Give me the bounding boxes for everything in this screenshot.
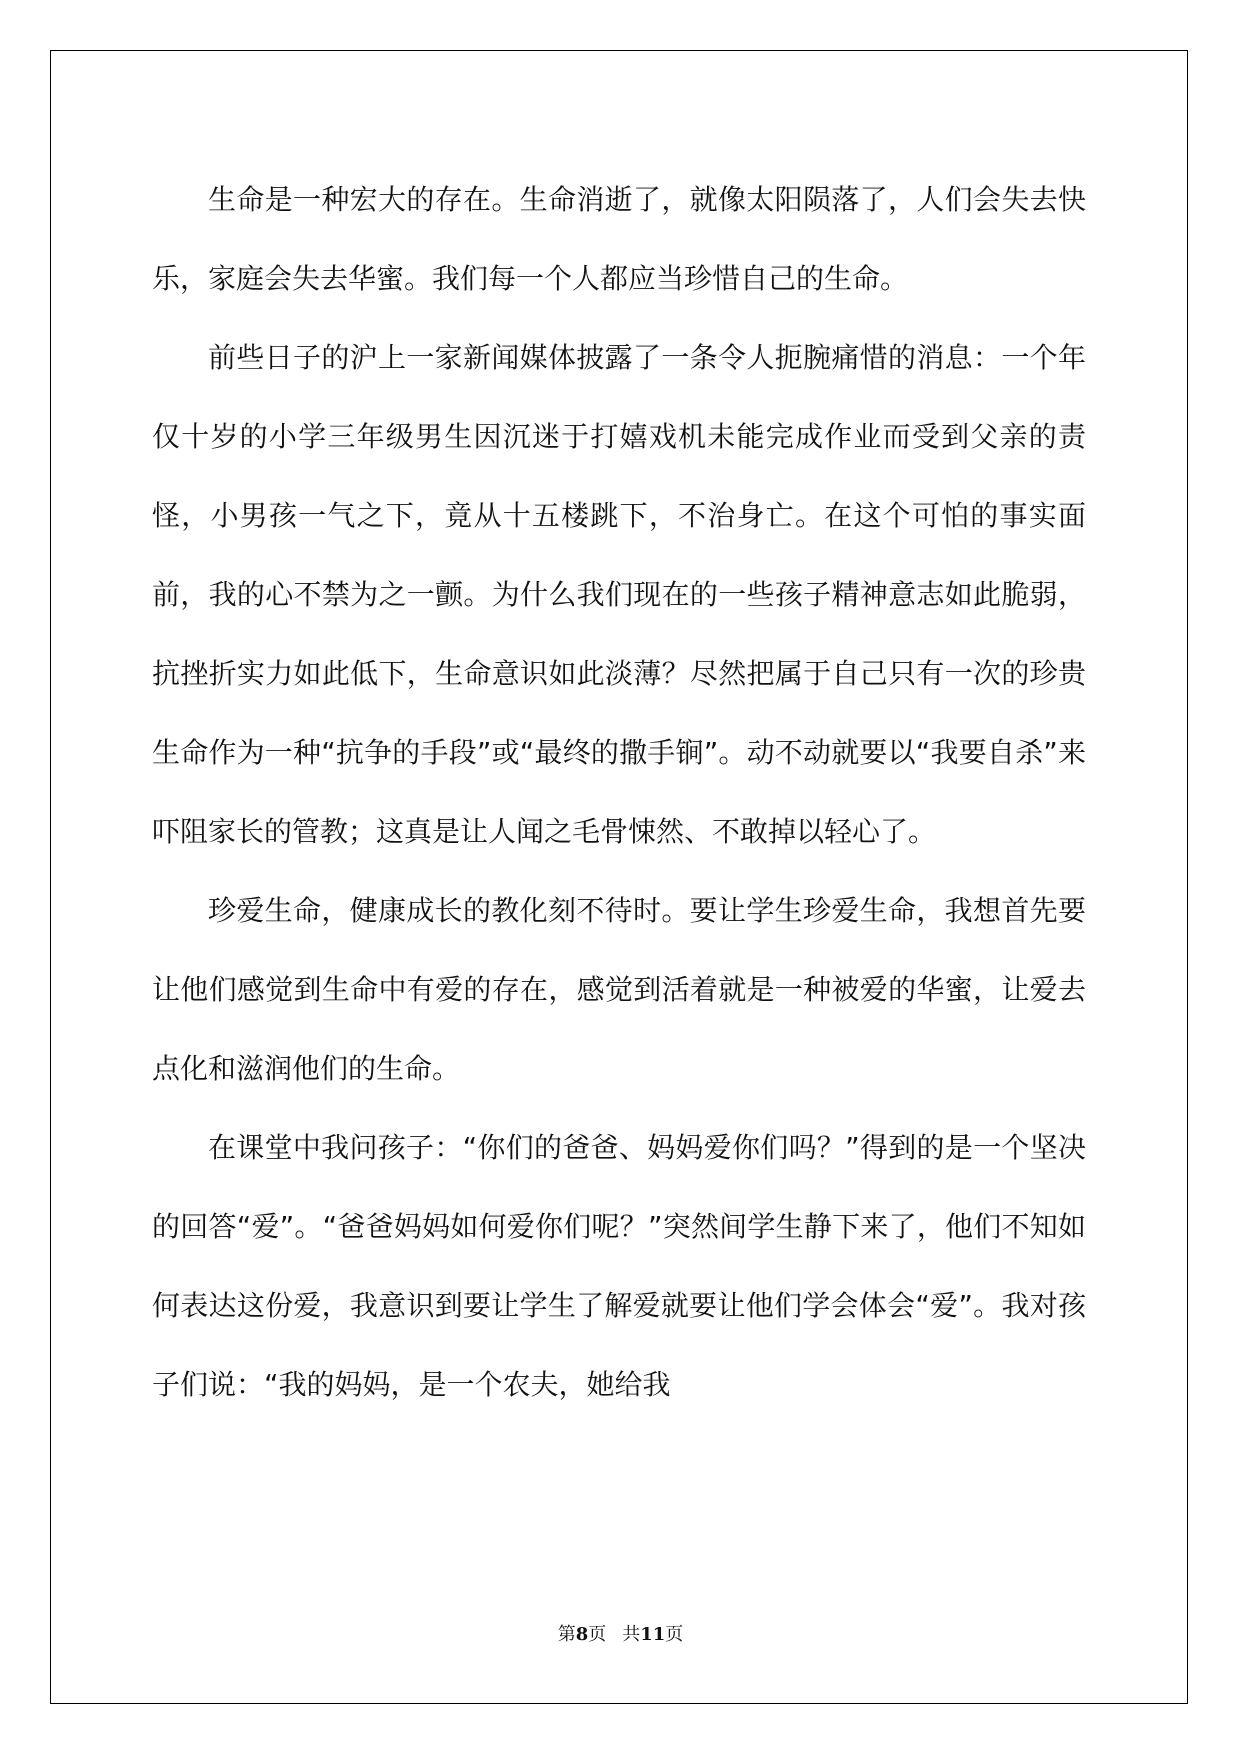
footer-total-prefix: 共 [622,1624,641,1645]
current-page-number: 8 [575,1624,589,1645]
page-footer [0,1620,1241,1646]
footer-prefix: 第 [557,1624,576,1645]
paragraph-3: 珍爱生命，健康成长的教化刻不待时。要让学生珍爱生命，我想首先要让他们感觉到生命中有爱的存在，感觉到活着就是一种被爱的华蜜，让爱去点化和滋润他们的生命。 [152,894,1086,1085]
paragraph-2: 前些日子的沪上一家新闻媒体披露了一条令人扼腕痛惜的消息：一个年仅十岁的小学三年级男生因沉迷于打嬉戏机未能完成作业而受到父亲的责怪，小男孩一气之下，竟从十五楼跳下，不治身亡。在这个可怕的事实面前，我的心不禁为之一颤。为什么我们现在的一些孩子精神意志如此脆弱，抗挫折实力如此低下，生命意识如此淡薄？尽然把属于自己只有一次的珍贵生命作为一种“抗争的手段”或“最终的撒手锏”。动不动就要以“我要自杀”来吓阻家长的管教；这真是让人闻之毛骨悚然、不敢掉以轻心了。 [152,341,1086,848]
footer-total-suffix: 页 [665,1624,684,1645]
total-page-count: 11 [640,1624,666,1645]
footer-page-suffix: 页 [588,1624,607,1645]
document-body [152,160,1086,1424]
paragraph-1: 生命是一种宏大的存在。生命消逝了，就像太阳陨落了，人们会失去快乐，家庭会失去华蜜。我们每一个人都应当珍惜自己的生命。 [152,183,1086,295]
paragraph-4: 在课堂中我问孩子：“你们的爸爸、妈妈爱你们吗？”得到的是一个坚决的回答“爱”。“爸爸妈妈如何爱你们呢？”突然间学生静下来了，他们不知如何表达这份爱，我意识到要让学生了解爱就要让他们学会体会“爱”。我对孩子们说：“我的妈妈，是一个农夫，她给我 [152,1131,1086,1401]
